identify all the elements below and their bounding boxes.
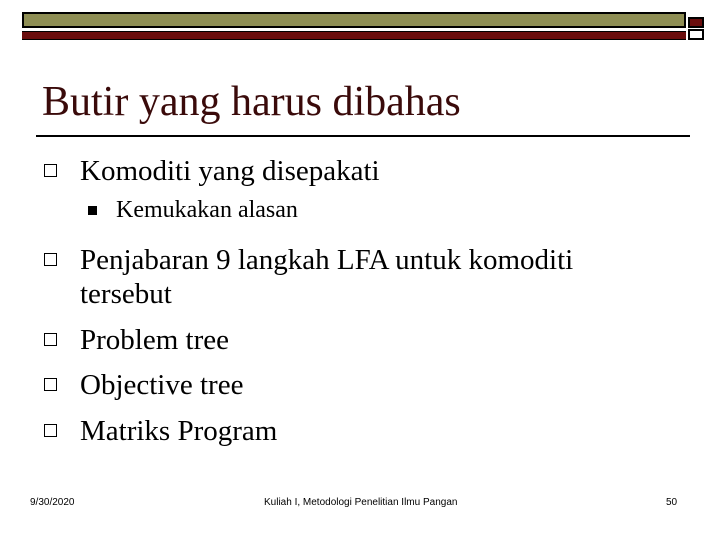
slide-title: Butir yang harus dibahas	[42, 79, 461, 125]
bullet-item: Problem tree	[80, 324, 229, 356]
hollow-square-bullet-icon	[44, 333, 57, 346]
white-square-icon	[688, 29, 704, 40]
bullet-item: Komoditi yang disepakati	[80, 155, 380, 187]
title-divider	[36, 135, 690, 137]
bullet-item: Penjabaran 9 langkah LFA untuk komoditi	[80, 244, 574, 276]
maroon-stripe	[22, 31, 686, 40]
footer-date: 9/30/2020	[30, 497, 75, 508]
top-decorative-bar	[22, 12, 706, 40]
sub-bullet-item: Kemukakan alasan	[116, 197, 298, 223]
footer-course: Kuliah I, Metodologi Penelitian Ilmu Pangan	[264, 497, 458, 508]
hollow-square-bullet-icon	[44, 164, 57, 177]
filled-square-bullet-icon	[88, 206, 97, 215]
hollow-square-bullet-icon	[44, 378, 57, 391]
bullet-item: Matriks Program	[80, 415, 278, 447]
bullet-item-continuation: tersebut	[80, 278, 172, 310]
hollow-square-bullet-icon	[44, 424, 57, 437]
olive-stripe	[22, 12, 686, 28]
bullet-item: Objective tree	[80, 369, 244, 401]
hollow-square-bullet-icon	[44, 253, 57, 266]
maroon-square-icon	[688, 17, 704, 28]
footer-page-number: 50	[666, 497, 678, 508]
